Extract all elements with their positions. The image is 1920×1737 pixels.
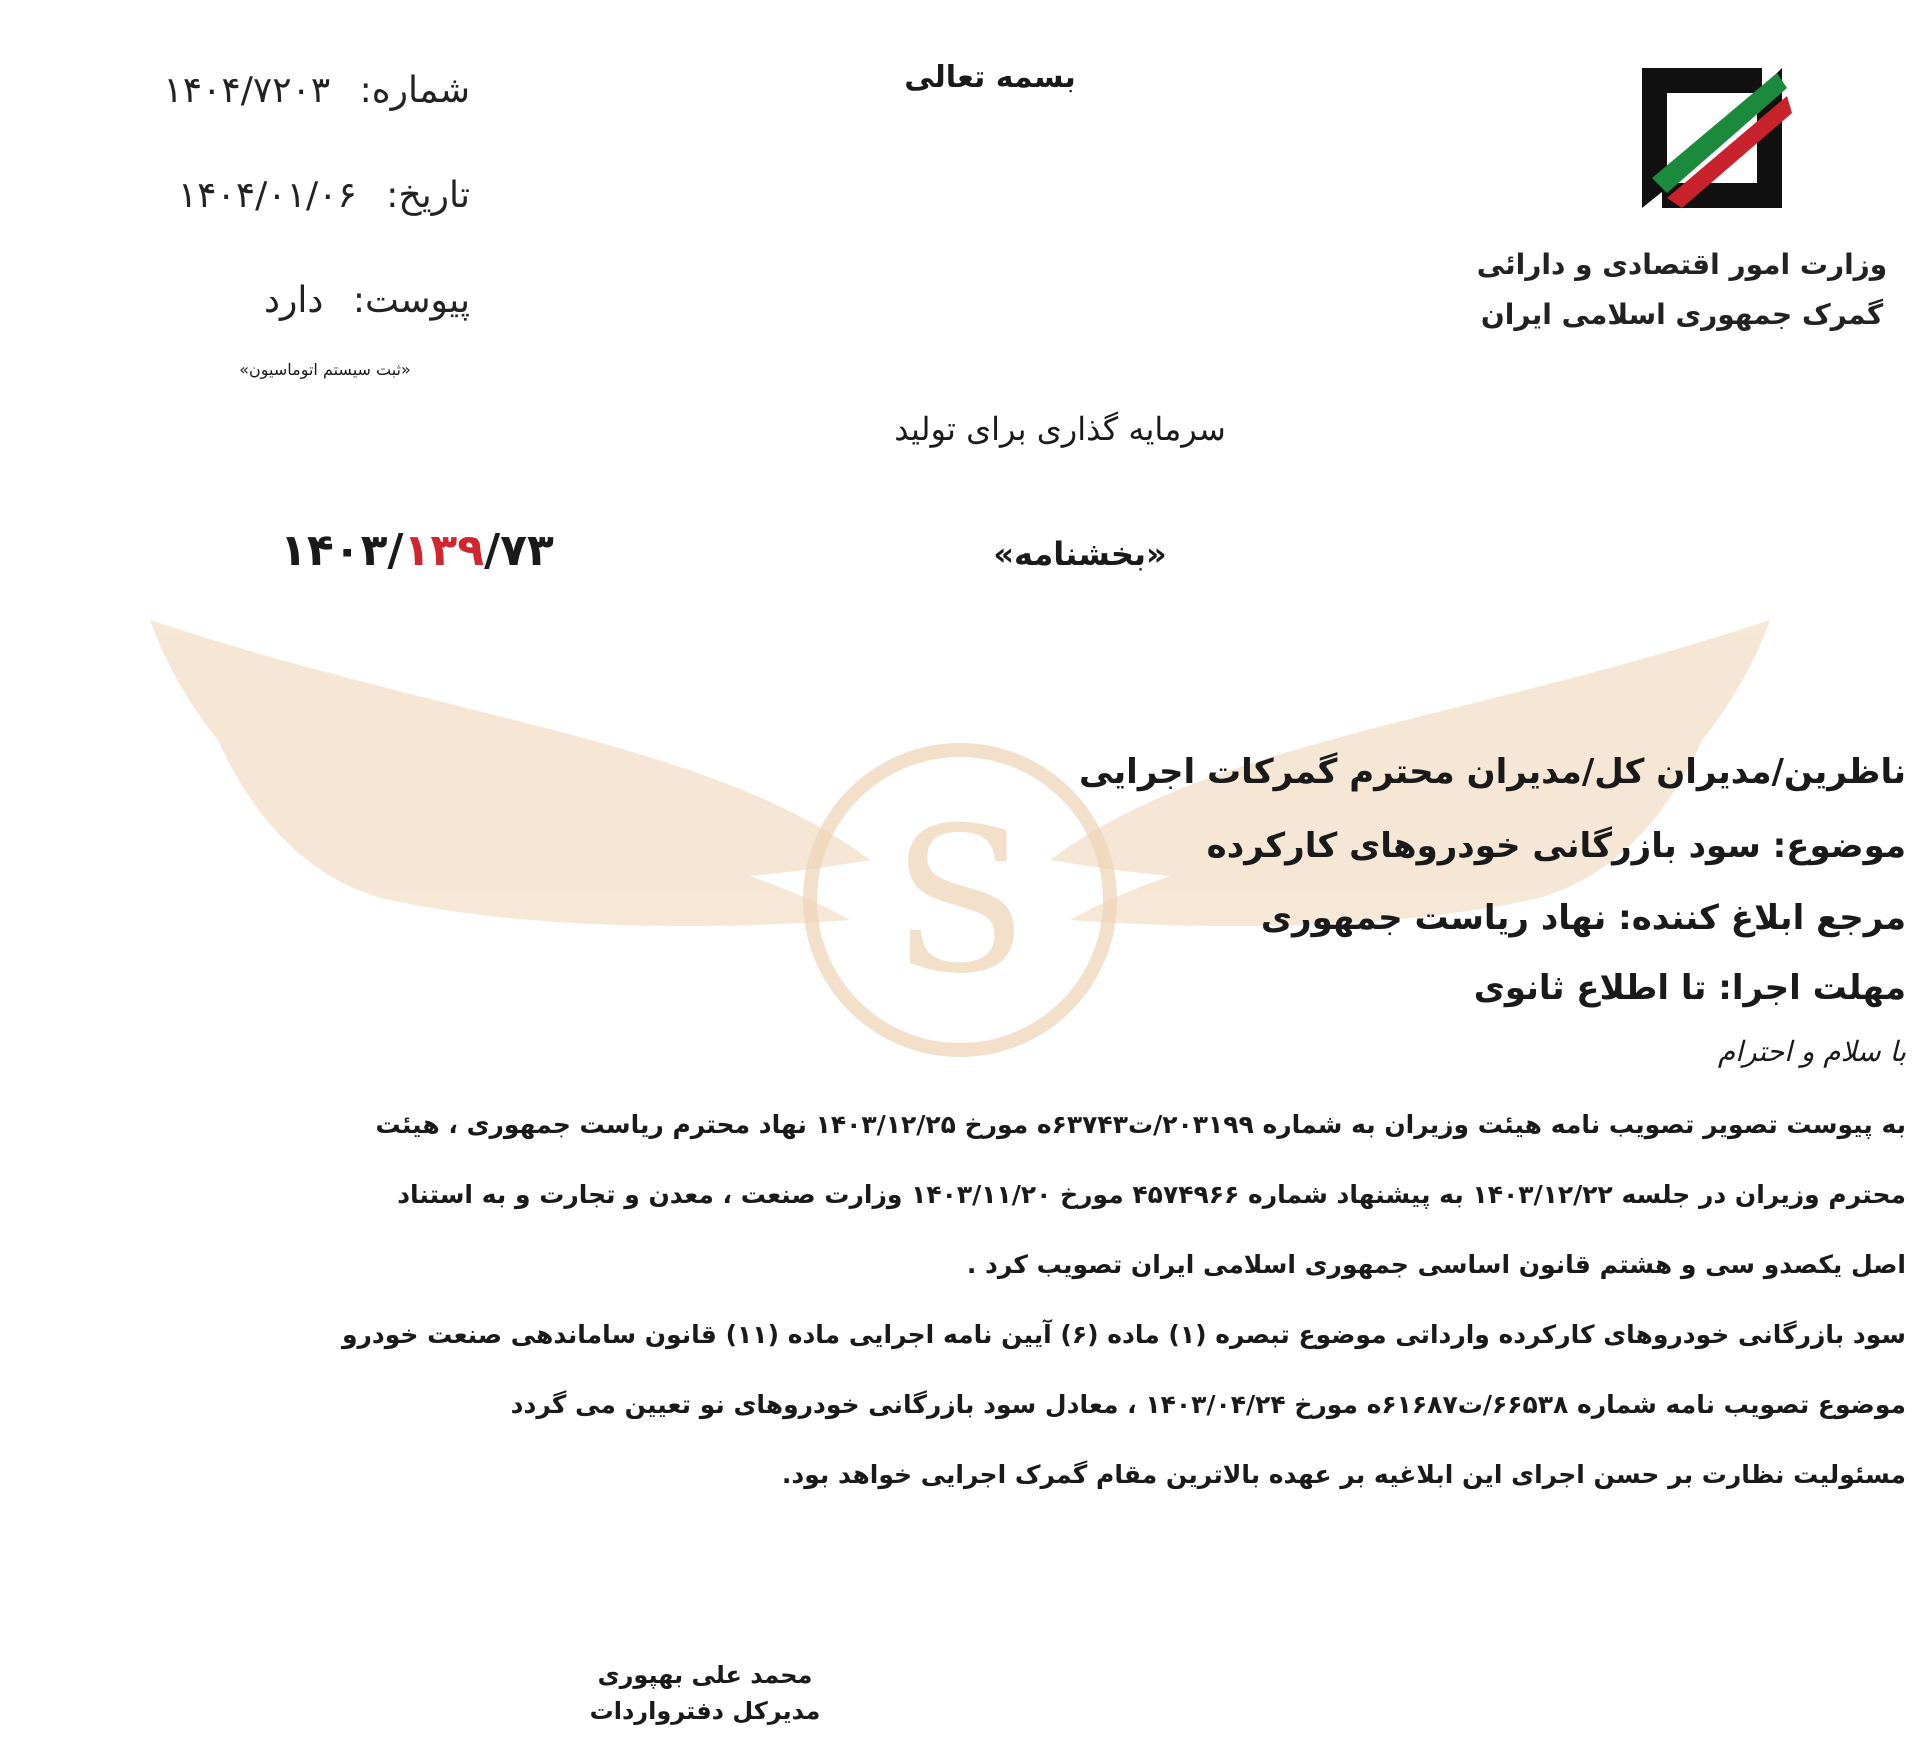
letter-date bbox=[120, 175, 470, 216]
date-value: ۱۴۰۴/۰۱/۰۶ bbox=[177, 175, 357, 216]
body-line-2: محترم وزیران در جلسه ۱۴۰۳/۱۲/۲۲ به پیشنهاد شماره ۴۵۷۴۹۶۶ مورخ ۱۴۰۳/۱۱/۲۰ وزارت صنعت ، معدن و تجارت و به استناد bbox=[397, 1180, 1906, 1209]
attachment-value: دارد bbox=[263, 280, 324, 321]
circular-code-part1: ۱۴۰۳/ bbox=[280, 525, 404, 576]
date-label: تاریخ: bbox=[386, 175, 470, 216]
slogan: سرمایه گذاری برای تولید bbox=[894, 410, 1226, 448]
system-note: «ثبت سیستم اتوماسیون» bbox=[239, 360, 411, 379]
number-value: ۱۴۰۴/۷۲۰۳ bbox=[163, 70, 331, 111]
letter-number bbox=[120, 70, 470, 111]
greeting: با سلام و احترام bbox=[1717, 1035, 1906, 1068]
org-customs: گمرک جمهوری اسلامی ایران bbox=[1480, 298, 1884, 331]
circular-title: «بخشنامه» bbox=[993, 535, 1167, 573]
attachment-label: پیوست: bbox=[352, 280, 470, 321]
body-line-6: مسئولیت نظارت بر حسن اجرای این ابلاغیه بر عهده بالاترین مقام گمرک اجرایی خواهد بود. bbox=[781, 1460, 1906, 1489]
letter-attachment bbox=[120, 280, 470, 321]
org-ministry: وزارت امور اقتصادی و دارائی bbox=[1476, 248, 1888, 281]
body-line-4: سود بازرگانی خودروهای کارکرده وارداتی موضوع تبصره (۱) ماده (۶) آیین نامه اجرایی ماده (۱۱) قانون ساماندهی صنعت خودرو bbox=[341, 1320, 1906, 1349]
customs-logo-icon bbox=[1612, 38, 1812, 238]
subject-line: موضوع: سود بازرگانی خودروهای کارکرده bbox=[1206, 826, 1906, 866]
deadline-line: مهلت اجرا: تا اطلاع ثانوی bbox=[1473, 968, 1906, 1008]
body-line-5: موضوع تصویب نامه شماره ۶۶۵۳۸/ت۶۱۶۸۷ه مورخ ۱۴۰۳/۰۴/۲۴ ، معادل سود بازرگانی خودروهای نو تعیین می گردد bbox=[510, 1390, 1906, 1419]
body-line-1: به پیوست تصویر تصویب نامه هیئت وزیران به شماره ۲۰۳۱۹۹/ت۶۳۷۴۳ه مورخ ۱۴۰۳/۱۲/۲۵ نهاد محترم ریاست جمهوری ، هیئت bbox=[375, 1110, 1906, 1139]
basmala: بسمه تعالی bbox=[904, 60, 1076, 95]
signer-title: مدیرکل دفترواردات bbox=[589, 1697, 821, 1725]
number-label: شماره: bbox=[359, 70, 470, 111]
circular-code bbox=[280, 525, 554, 576]
svg-text:S: S bbox=[891, 785, 1029, 1018]
body-line-3: اصل یکصدو سی و هشتم قانون اساسی جمهوری اسلامی ایران تصویب کرد . bbox=[966, 1250, 1906, 1279]
recipients-line: ناظرین/مدیران کل/مدیران محترم گمرکات اجرایی bbox=[1079, 752, 1906, 792]
reference-line: مرجع ابلاغ کننده: نهاد ریاست جمهوری bbox=[1260, 898, 1906, 938]
circular-code-part2: ۱۳۹ bbox=[403, 525, 485, 576]
signer-name: محمد علی بهپوری bbox=[597, 1661, 813, 1689]
circular-code-part3: /۷۳ bbox=[484, 525, 554, 576]
